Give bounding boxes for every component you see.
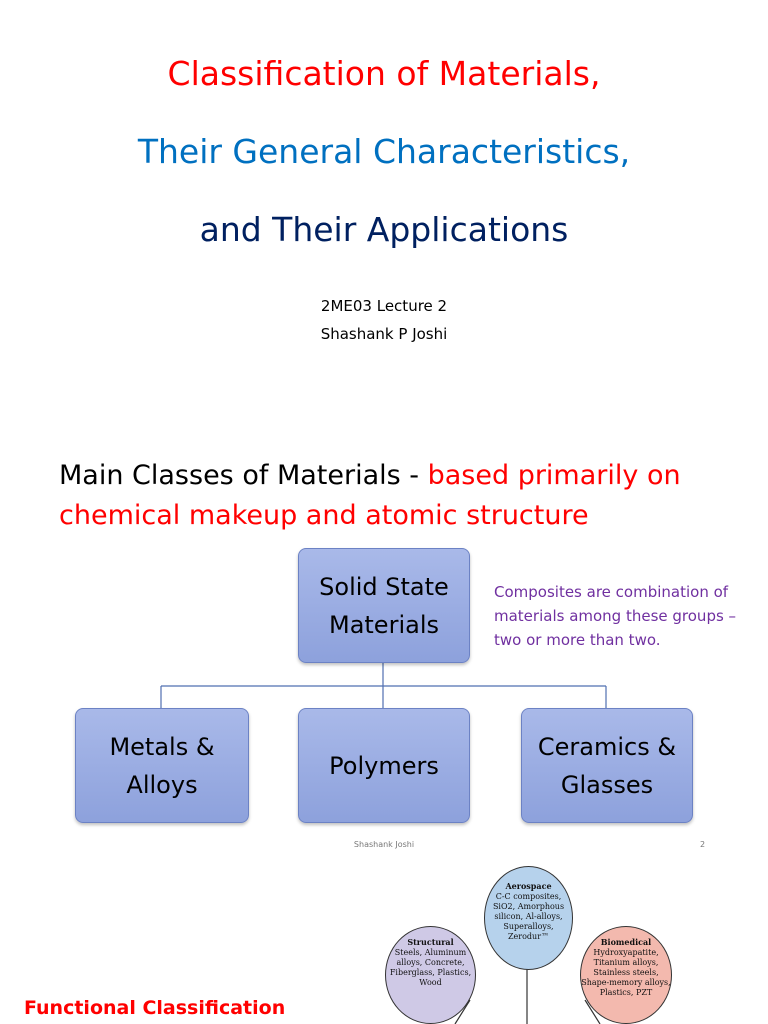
heading-red-part: based primarily on chemical makeup and atomic structure: [59, 460, 681, 531]
title-line-1: Classification of Materials,: [167, 54, 601, 93]
structural-body: Steels, Aluminum alloys, Concrete, Fiberglass, Plastics, Wood: [389, 948, 472, 987]
author-name: Shashank P Joshi: [320, 325, 448, 343]
aerospace-title: Aerospace: [505, 881, 552, 891]
footer-author: Shashank Joshi: [353, 840, 415, 849]
ceramics-box-label: Ceramics & Glasses: [537, 732, 677, 799]
aerospace-circle: [484, 866, 573, 970]
metals-alloys-box: [75, 708, 249, 823]
structural-title: Structural: [407, 937, 454, 947]
ceramics-glasses-box: [521, 708, 693, 823]
aerospace-body: C-C composites, SiO2, Amorphous silicon, Al-alloys, Superalloys, Zerodur™: [492, 892, 565, 941]
biomedical-circle: [580, 926, 672, 1024]
metals-box-label: Metals & Alloys: [109, 732, 215, 799]
structural-circle: [385, 926, 476, 1024]
title-line-3: and Their Applications: [199, 210, 569, 249]
composites-note: Composites are combination of materials among these groups – two or more than two.: [494, 583, 737, 649]
title-line-2: Their General Characteristics,: [137, 132, 631, 171]
biomedical-title: Biomedical: [600, 937, 652, 947]
polymers-box: [298, 708, 470, 823]
heading-black-part: Main Classes of Materials -: [59, 460, 428, 491]
root-box-label: Solid State Materials: [319, 572, 449, 639]
biomedical-body: Hydroxyapatite, Titanium alloys, Stainless steels, Shape-memory alloys, Plastics, PZT: [581, 948, 671, 997]
page-number: 2: [700, 840, 706, 849]
lecture-code: 2ME03 Lecture 2: [320, 297, 448, 315]
polymers-box-label: Polymers: [329, 751, 439, 780]
solid-state-materials-box: [298, 548, 470, 663]
functional-classification-title: Functional Classification: [24, 997, 286, 1019]
